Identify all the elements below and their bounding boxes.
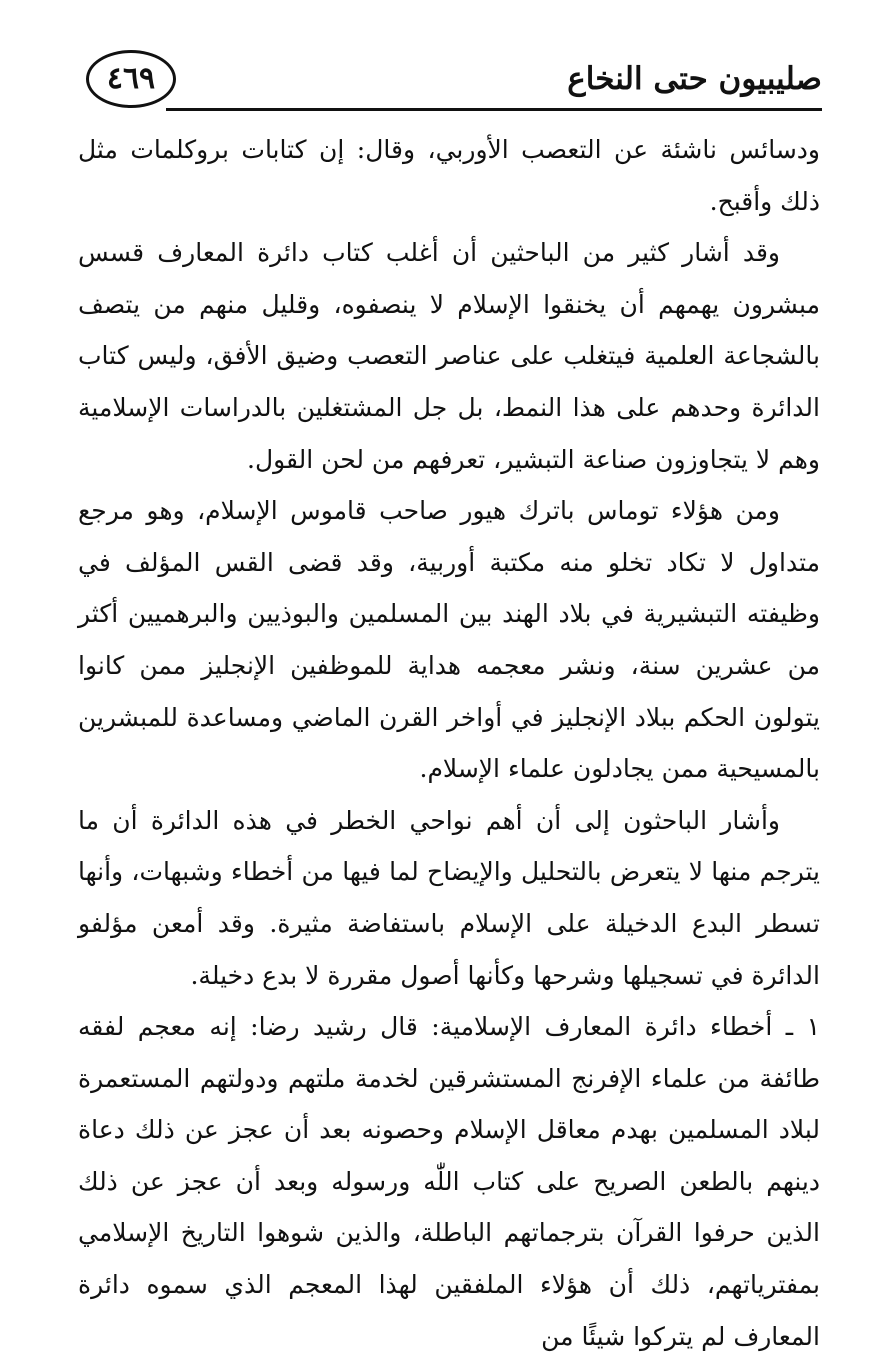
paragraph-3: ومن هؤلاء توماس باترك هيور صاحب قاموس الإسلام، وهو مرجع متداول لا تكاد تخلو منه مكتبة أوربية، وقد قضى القس المؤلف في وظيفته التبشيرية في بلاد الهند بين المسلمين والبوذيين والبرهميين أكثر من عشرين سنة، ونشر معجمه هداية للموظفين الإنجليز ممن كانوا يتولون الحكم ببلاد الإنجليز في أواخر القرن الماضي ومساعدة للمبشرين بالمسيحية ممن يجادلون علماء الإسلام. bbox=[78, 496, 820, 784]
paragraph-2: وقد أشار كثير من الباحثين أن أغلب كتاب دائرة المعارف قسس مبشرون يهمهم أن يخنقوا الإسلام لا ينصفوه، وقليل منهم من يتصف بالشجاعة العلمية فيتغلب على عناصر التعصب وضيق الأفق، وليس كتاب الدائرة وحدهم على هذا النمط، بل جل المشتغلين بالدراسات الإسلامية وهم لا يتجاوزون صناعة التبشير، تعرفهم من لحن القول. bbox=[78, 238, 820, 474]
body-text bbox=[78, 124, 820, 1362]
paragraph-4: وأشار الباحثون إلى أن أهم نواحي الخطر في هذه الدائرة أن ما يترجم منها لا يتعرض بالتحليل والإيضاح لما فيها من أخطاء وشبهات، وأنها تسطر البدع الدخيلة على الإسلام باستفاضة مثيرة. وقد أمعن مؤلفو الدائرة في تسجيلها وشرحها وكأنها أصول مقررة لا بدع دخيلة. bbox=[78, 805, 820, 990]
paragraph-5: ١ ـ أخطاء دائرة المعارف الإسلامية: قال رشيد رضا: إنه معجم لفقه طائفة من علماء الإفرنج المستشرقين لخدمة ملتهم ودولتهم المستعمرة لبلاد المسلمين بهدم معاقل الإسلام وحصونه بعد أن عجز عن ذلك دعاة دينهم بالطعن الصريح على كتاب اللّٰه ورسوله وبعد أن عجز عن ذلك الذين حرفوا القرآن بترجماتهم الباطلة، والذين شوهوا التاريخ الإسلامي بمفترياتهم، ذلك أن هؤلاء الملفقين لهذا المعجم الذي سموه دائرة المعارف لم يتركوا شيئًا من bbox=[78, 1012, 820, 1351]
page-header bbox=[84, 46, 822, 116]
page-number: ٤٦٩ bbox=[86, 50, 176, 108]
paragraph-1: ودسائس ناشئة عن التعصب الأوربي، وقال: إن كتابات بروكلمات مثل ذلك وأقبح. bbox=[78, 135, 820, 216]
header-divider bbox=[166, 108, 822, 111]
running-title: صليبيون حتى النخاع bbox=[567, 61, 822, 97]
